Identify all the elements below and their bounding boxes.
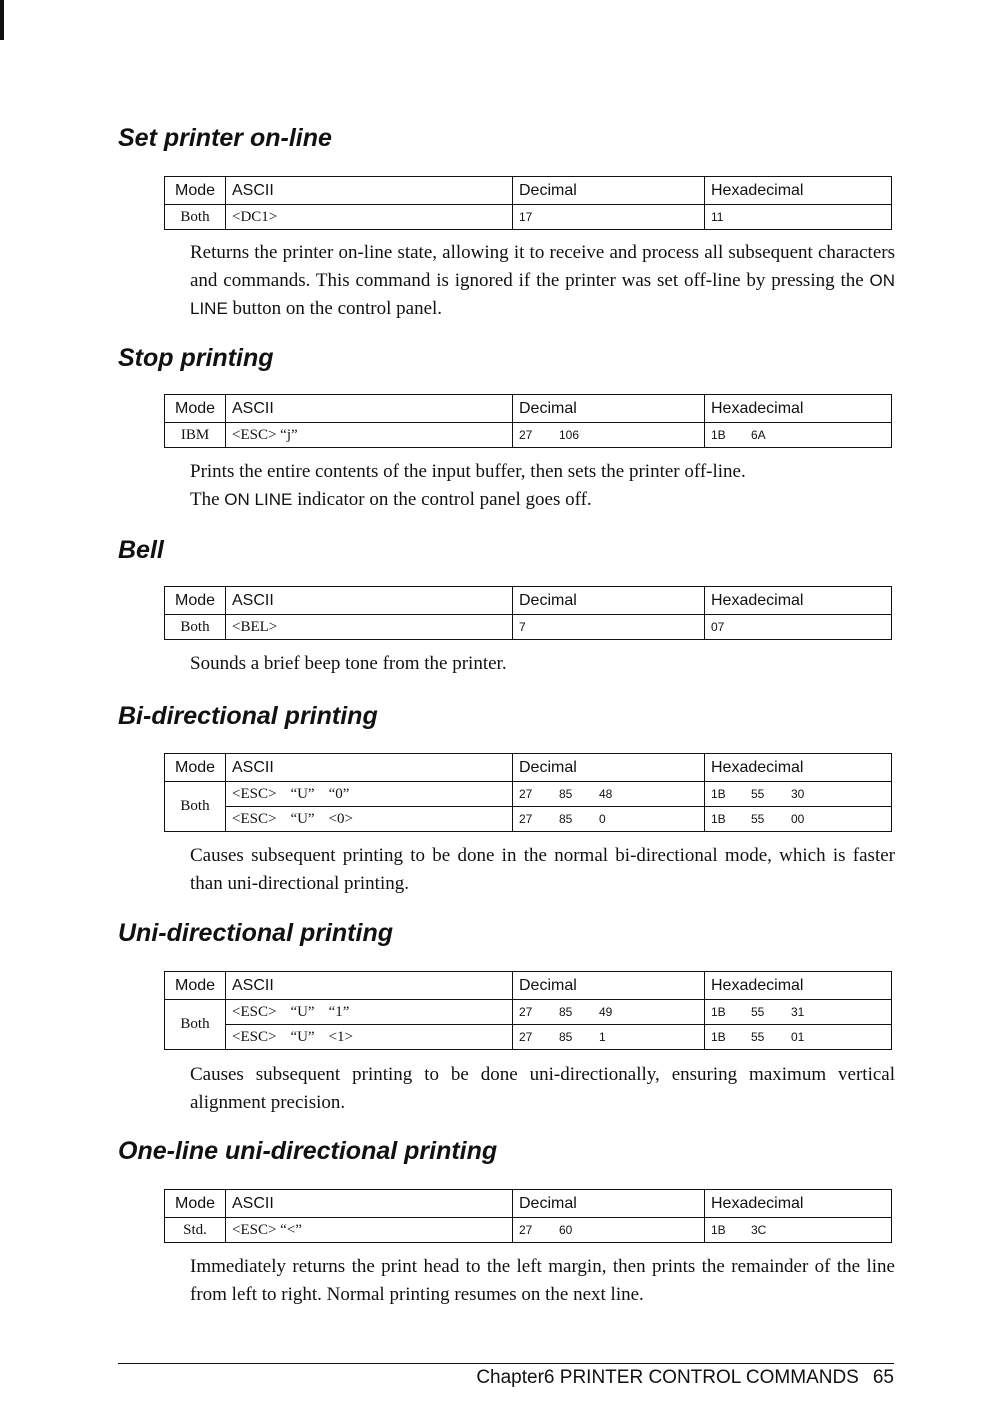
decimal-value: 85 xyxy=(559,1005,573,1019)
chapter-title: Chapter6 PRINTER CONTROL COMMANDS xyxy=(476,1367,859,1388)
col-mode-header: Mode xyxy=(165,972,226,1000)
description-text: indicator on the control panel goes off. xyxy=(292,489,592,510)
decimal-value: 106 xyxy=(559,428,580,442)
decimal-cell xyxy=(513,1218,705,1243)
col-ascii-header: ASCII xyxy=(226,395,513,423)
hex-value: 1B xyxy=(711,787,726,801)
section-description xyxy=(190,458,895,514)
mode-cell: Std. xyxy=(165,1218,226,1243)
hex-value: 55 xyxy=(751,1030,765,1044)
hex-cell xyxy=(705,423,892,448)
description-text: button on the control panel. xyxy=(227,298,443,319)
ascii-cell: <BEL> xyxy=(226,615,513,640)
col-mode-header: Mode xyxy=(165,754,226,782)
hex-value: 1B xyxy=(711,812,726,826)
command-table-set-online xyxy=(164,176,892,230)
decimal-value: 85 xyxy=(559,1030,573,1044)
table-header-row xyxy=(165,177,892,205)
decimal-cell xyxy=(513,205,705,230)
ascii-token: <0> xyxy=(328,810,354,827)
col-decimal-header: Decimal xyxy=(513,177,705,205)
decimal-value: 27 xyxy=(519,1030,533,1044)
table-header-row xyxy=(165,1190,892,1218)
decimal-value: 60 xyxy=(559,1223,573,1237)
col-decimal-header: Decimal xyxy=(513,754,705,782)
decimal-value: 1 xyxy=(599,1030,606,1044)
col-ascii-header: ASCII xyxy=(226,587,513,615)
ascii-token: <ESC> xyxy=(232,810,277,827)
hex-cell xyxy=(705,782,892,807)
col-mode-header: Mode xyxy=(165,177,226,205)
section-title-bell: Bell xyxy=(118,536,164,564)
hex-value: 31 xyxy=(791,1005,805,1019)
section-title-stop-printing: Stop printing xyxy=(118,344,274,372)
hex-value: 11 xyxy=(711,210,724,224)
col-mode-header: Mode xyxy=(165,395,226,423)
ascii-token: <ESC> xyxy=(232,785,277,802)
ascii-cell xyxy=(226,1000,513,1025)
description-text: Prints the entire contents of the input buffer, then sets the printer off-line. xyxy=(190,461,746,482)
ascii-token: “U” xyxy=(290,785,315,802)
col-ascii-header: ASCII xyxy=(226,1190,513,1218)
decimal-cell xyxy=(513,615,705,640)
ascii-cell xyxy=(226,807,513,832)
ascii-cell xyxy=(226,782,513,807)
command-table-bi-directional xyxy=(164,753,892,832)
section-description: Causes subsequent printing to be done uni-directionally, ensuring maximum vertical alignment precision. xyxy=(190,1064,895,1113)
decimal-value: 0 xyxy=(599,812,606,826)
section-description: Causes subsequent printing to be done in the normal bi-directional mode, which is faster than uni-directional printing. xyxy=(190,845,895,894)
decimal-value: 27 xyxy=(519,812,533,826)
command-table-uni-directional xyxy=(164,971,892,1050)
decimal-value: 17 xyxy=(519,210,533,224)
col-ascii-header: ASCII xyxy=(226,177,513,205)
decimal-value: 27 xyxy=(519,1005,533,1019)
ascii-cell xyxy=(226,1025,513,1050)
hex-value: 01 xyxy=(791,1030,805,1044)
hex-value: 55 xyxy=(751,812,765,826)
table-row xyxy=(165,1025,892,1050)
section-description xyxy=(190,239,895,323)
decimal-cell xyxy=(513,1025,705,1050)
table-row xyxy=(165,1000,892,1025)
hex-value: 1B xyxy=(711,1223,726,1237)
section-title-bi-directional: Bi-directional printing xyxy=(118,702,378,730)
ascii-token: “0” xyxy=(328,785,350,802)
ascii-token: “U” xyxy=(290,810,315,827)
decimal-cell xyxy=(513,782,705,807)
table-row xyxy=(165,205,892,230)
table-row xyxy=(165,1218,892,1243)
ascii-token: <ESC> xyxy=(232,1028,277,1045)
table-row xyxy=(165,807,892,832)
col-decimal-header: Decimal xyxy=(513,587,705,615)
ascii-cell: <ESC> “<” xyxy=(226,1218,513,1243)
decimal-cell xyxy=(513,423,705,448)
col-decimal-header: Decimal xyxy=(513,395,705,423)
col-hex-header: Hexadecimal xyxy=(705,395,892,423)
command-table-stop-printing xyxy=(164,394,892,448)
ascii-token: “U” xyxy=(290,1028,315,1045)
table-row xyxy=(165,782,892,807)
col-hex-header: Hexadecimal xyxy=(705,972,892,1000)
mode-cell: Both xyxy=(165,615,226,640)
hex-value: 1B xyxy=(711,1005,726,1019)
scan-edge-mark xyxy=(0,0,4,40)
description-text: Returns the printer on-line state, allowing it to receive and process all subsequent characters and commands. This command is ignored if the printer was set off-line by pressing the xyxy=(190,242,895,291)
ascii-token: <1> xyxy=(328,1028,354,1045)
decimal-value: 85 xyxy=(559,787,573,801)
hex-value: 1B xyxy=(711,428,726,442)
col-hex-header: Hexadecimal xyxy=(705,754,892,782)
footer-rule xyxy=(118,1363,894,1364)
hex-cell xyxy=(705,807,892,832)
decimal-value: 48 xyxy=(599,787,613,801)
hex-value: 30 xyxy=(791,787,805,801)
on-line-key-label: ON LINE xyxy=(224,490,293,509)
hex-value: 1B xyxy=(711,1030,726,1044)
col-hex-header: Hexadecimal xyxy=(705,1190,892,1218)
hex-cell xyxy=(705,1218,892,1243)
mode-cell: Both xyxy=(165,782,226,832)
section-title-one-line-uni-directional: One-line uni-directional printing xyxy=(118,1137,498,1165)
ascii-cell: <ESC> “j” xyxy=(226,423,513,448)
col-ascii-header: ASCII xyxy=(226,754,513,782)
hex-value: 6A xyxy=(751,428,766,442)
section-title-uni-directional: Uni-directional printing xyxy=(118,919,393,947)
ascii-token: <ESC> xyxy=(232,1003,277,1020)
col-mode-header: Mode xyxy=(165,587,226,615)
decimal-value: 7 xyxy=(519,620,526,634)
page-number: 65 xyxy=(872,1367,894,1388)
table-header-row xyxy=(165,395,892,423)
col-decimal-header: Decimal xyxy=(513,972,705,1000)
table-row xyxy=(165,615,892,640)
table-header-row xyxy=(165,754,892,782)
decimal-value: 27 xyxy=(519,428,533,442)
col-hex-header: Hexadecimal xyxy=(705,587,892,615)
mode-cell: Both xyxy=(165,1000,226,1050)
decimal-cell xyxy=(513,807,705,832)
decimal-cell xyxy=(513,1000,705,1025)
command-table-bell xyxy=(164,586,892,640)
hex-value: 3C xyxy=(751,1223,767,1237)
hex-value: 55 xyxy=(751,1005,765,1019)
hex-value: 07 xyxy=(711,620,725,634)
hex-cell xyxy=(705,205,892,230)
section-description: Sounds a brief beep tone from the printer. xyxy=(190,653,507,674)
ascii-token: “U” xyxy=(290,1003,315,1020)
hex-value: 00 xyxy=(791,812,805,826)
col-hex-header: Hexadecimal xyxy=(705,177,892,205)
col-ascii-header: ASCII xyxy=(226,972,513,1000)
decimal-value: 85 xyxy=(559,812,573,826)
mode-cell: IBM xyxy=(165,423,226,448)
description-text: The xyxy=(190,489,225,510)
decimal-value: 27 xyxy=(519,1223,533,1237)
mode-cell: Both xyxy=(165,205,226,230)
table-header-row xyxy=(165,972,892,1000)
decimal-value: 49 xyxy=(599,1005,613,1019)
command-table-one-line xyxy=(164,1189,892,1243)
table-row xyxy=(165,423,892,448)
col-mode-header: Mode xyxy=(165,1190,226,1218)
section-description: Immediately returns the print head to the left margin, then prints the remainder of the line from left to right. Normal printing resumes on the next line. xyxy=(190,1256,895,1305)
hex-value: 55 xyxy=(751,787,765,801)
hex-cell xyxy=(705,1025,892,1050)
hex-cell xyxy=(705,1000,892,1025)
table-header-row xyxy=(165,587,892,615)
on-line-key-label: ON LINE xyxy=(190,271,895,318)
ascii-cell: <DC1> xyxy=(226,205,513,230)
hex-cell xyxy=(705,615,892,640)
ascii-token: “1” xyxy=(328,1003,350,1020)
col-decimal-header: Decimal xyxy=(513,1190,705,1218)
section-title-set-online: Set printer on-line xyxy=(118,124,332,152)
page-footer xyxy=(476,1367,894,1389)
decimal-value: 27 xyxy=(519,787,533,801)
